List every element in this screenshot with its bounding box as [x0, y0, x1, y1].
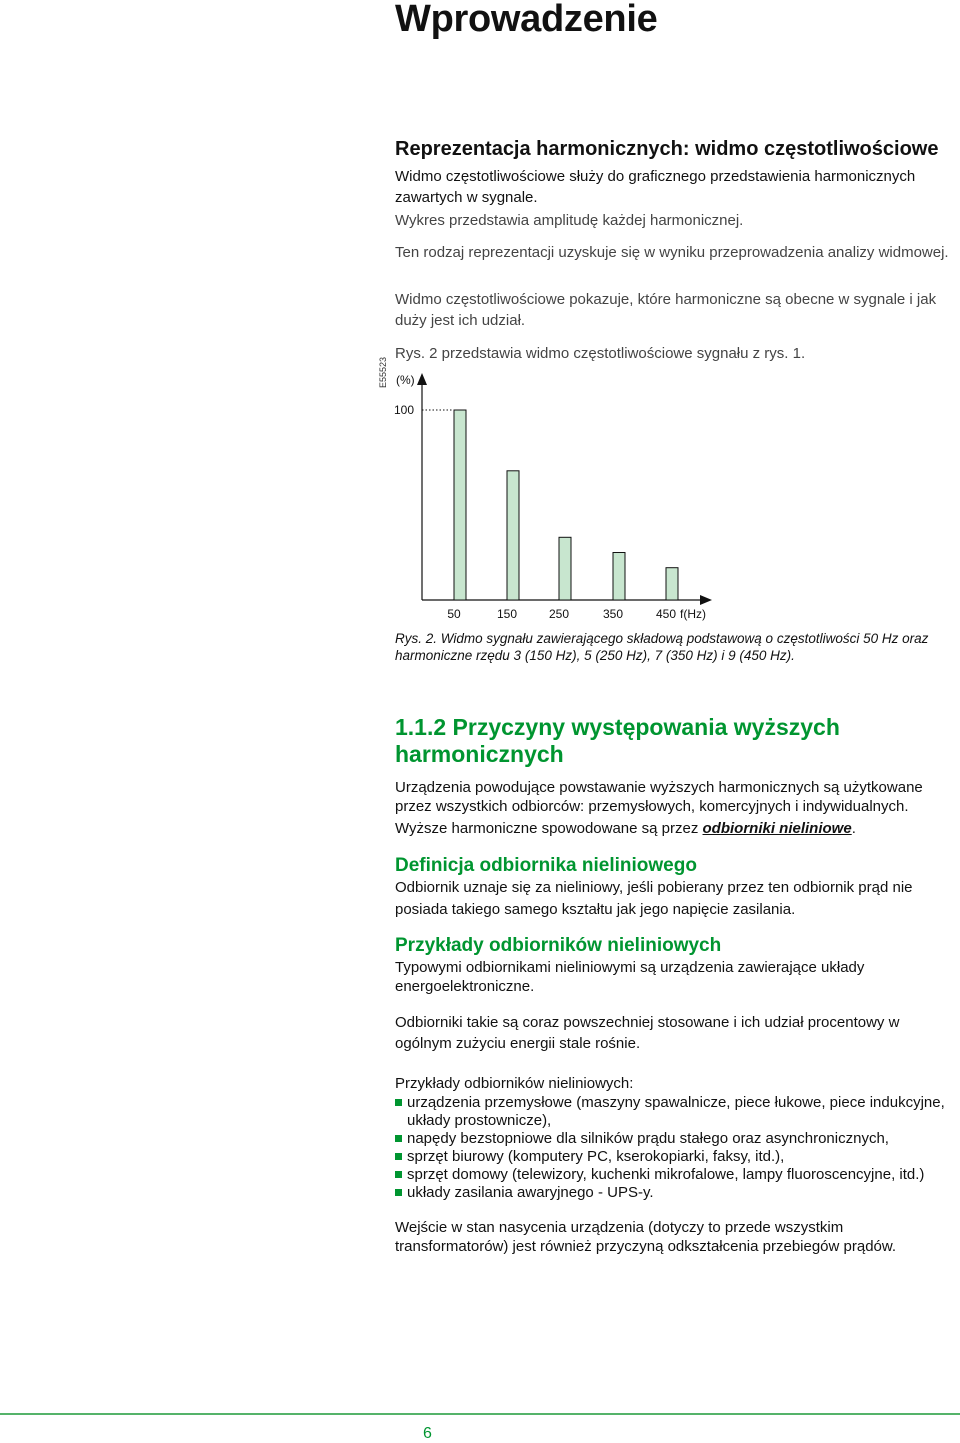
section-heading-examples: Przykłady odbiorników nieliniowych	[395, 935, 722, 956]
page-number: 6	[423, 1425, 432, 1442]
paragraph-spectrum-5: Rys. 2 przedstawia widmo częstotliwościowe sygnału z rys. 1.	[395, 345, 806, 362]
causes-text-suffix: .	[851, 820, 856, 837]
paragraph-spectrum-4: Widmo częstotliwościowe pokazuje, które harmoniczne są obecne w sygnale i jak duży jest ich udział.	[395, 291, 937, 329]
chart-layer	[394, 373, 712, 621]
section-heading-causes: 1.1.2 Przyczyny występowania wyższych harmonicznych	[395, 714, 840, 767]
x-tick-label: 250	[548, 607, 570, 621]
y-axis-label: (%)	[396, 373, 415, 387]
list-item: urządzenia przemysłowe (maszyny spawalnicze, piece łukowe, piece indukcyjne, układy prostownicze),	[395, 1094, 955, 1130]
bar	[613, 553, 625, 601]
nonlinear-loads-link[interactable]: odbiorniki nieliniowe	[702, 820, 852, 837]
paragraph-spectrum-2: Wykres przedstawia amplitudę każdej harmonicznej.	[395, 212, 744, 229]
bullet-square-icon	[395, 1099, 402, 1106]
x-tick-label: 350	[602, 607, 624, 621]
y-tick-label: 100	[394, 403, 415, 417]
paragraph-definition-1: Odbiornik uznaje się za nieliniowy, jeśli pobierany przez ten odbiornik prąd nie posiada takiego samego kształtu jak jego napięcie zasilania.	[395, 879, 913, 918]
list-item: sprzęt domowy (telewizory, kuchenki mikrofalowe, lampy fluoroscencyjne, itd.)	[395, 1166, 955, 1184]
examples-list	[395, 1094, 955, 1202]
bullet-square-icon	[395, 1153, 402, 1160]
figure-code: E55523	[378, 356, 388, 388]
examples-list-intro: Przykłady odbiorników nieliniowych:	[395, 1075, 634, 1092]
bar	[559, 537, 571, 600]
list-item: układy zasilania awaryjnego - UPS-y.	[395, 1184, 955, 1202]
y-axis-arrow-icon	[417, 373, 427, 385]
paragraph-spectrum-3: Ten rodzaj reprezentacji uzyskuje się w wyniku przeprowadzenia analizy widmowej.	[395, 244, 949, 261]
causes-text-prefix: Wyższe harmoniczne spowodowane są przez	[395, 820, 703, 837]
spectrum-chart	[390, 365, 750, 627]
x-tick-label: 150	[496, 607, 518, 621]
bullet-square-icon	[395, 1189, 402, 1196]
paragraph-examples-1: Typowymi odbiornikami nieliniowymi są urządzenia zawierające układy energoelektroniczne.	[395, 959, 865, 995]
bullet-square-icon	[395, 1135, 402, 1142]
section-heading-spectrum: Reprezentacja harmonicznych: widmo częstotliwościowe	[395, 138, 939, 160]
x-axis-label: f(Hz)	[680, 607, 706, 621]
bullet-square-icon	[395, 1171, 402, 1178]
footer-divider	[0, 1413, 960, 1415]
bar	[666, 568, 678, 600]
section-heading-definition: Definicja odbiornika nieliniowego	[395, 855, 697, 876]
x-tick-label: 50	[447, 607, 461, 621]
x-axis-arrow-icon	[700, 595, 712, 605]
paragraph-examples-2: Odbiorniki takie są coraz powszechniej stosowane i ich udział procentowy w ogólnym zużyciu energii stale rośnie.	[395, 1014, 900, 1052]
bar	[507, 471, 519, 600]
list-item: sprzęt biurowy (komputery PC, kserokopiarki, faksy, itd.),	[395, 1148, 955, 1166]
paragraph-spectrum-1: Widmo częstotliwościowe służy do graficznego przedstawienia harmonicznych zawartych w sygnale.	[395, 168, 916, 206]
x-tick-label: 450	[655, 607, 677, 621]
paragraph-causes-2	[395, 818, 950, 839]
list-item: napędy bezstopniowe dla silników prądu stałego oraz asynchronicznych,	[395, 1130, 955, 1148]
paragraph-examples-3: Wejście w stan nasycenia urządzenia (dotyczy to przede wszystkim transformatorów) jest również przyczyną odkształcenia przebiegów prądów.	[395, 1219, 897, 1255]
figure-caption: Rys. 2. Widmo sygnału zawierającego składową podstawową o częstotliwości 50 Hz oraz harmoniczne rzędu 3 (150 Hz), 5 (250 Hz), 7 (350 Hz) i 9 (450 Hz).	[395, 631, 929, 663]
bar	[454, 410, 466, 600]
page-title: Wprowadzenie	[395, 0, 658, 40]
paragraph-causes-1: Urządzenia powodujące powstawanie wyższych harmonicznych są użytkowane przez wszystkich odbiorców: przemysłowych, komercyjnych i indywidualnych.	[395, 779, 923, 815]
